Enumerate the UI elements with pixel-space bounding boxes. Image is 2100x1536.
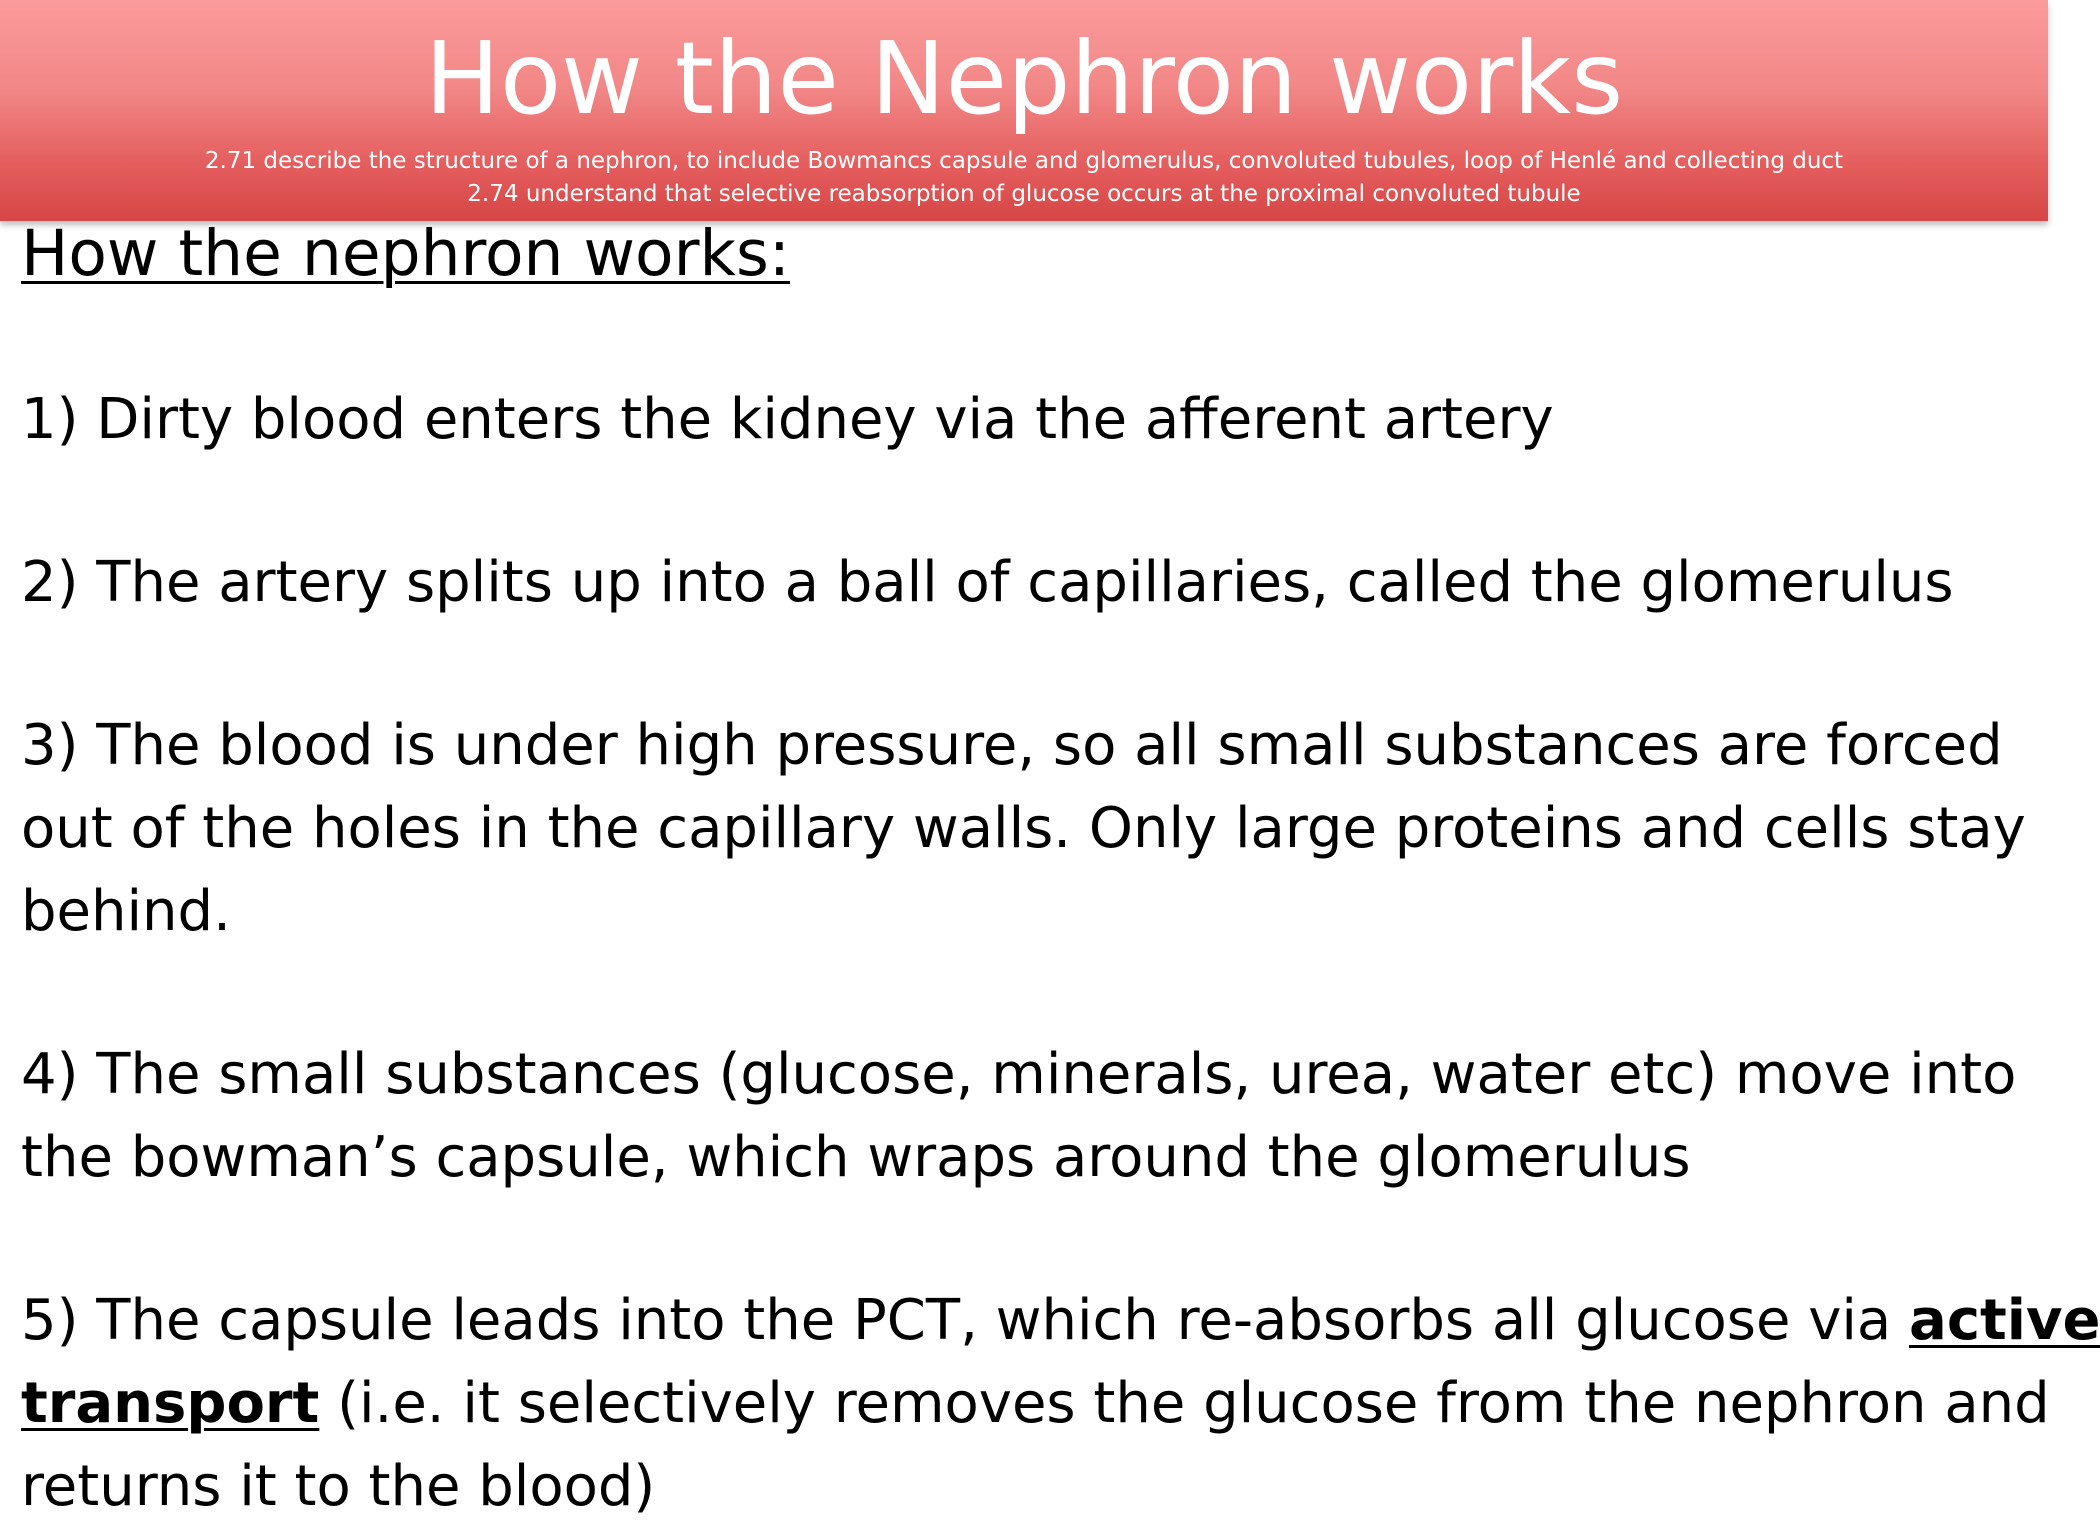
step-4-line-1: 4) The small substances (glucose, minerals, urea, water etc) move into [21,1042,2017,1107]
section-heading: How the nephron works: [21,217,791,290]
title-banner [0,0,2048,221]
step-5-line-2 [21,1362,2050,1445]
slide-title: How the Nephron works [424,20,1624,137]
step-3-line-1: 3) The blood is under high pressure, so all small substances are forced [21,713,2003,778]
step-4 [21,1033,2026,1199]
active-term: active [1909,1288,2100,1353]
step-5-line-3: returns it to the blood) [21,1454,656,1519]
step-5-line-1 [21,1279,2100,1362]
step-5-text-2: (i.e. it selectively removes the glucose from the nephron and [319,1371,2050,1436]
step-5-text-1: 5) The capsule leads into the PCT, which re-absorbs all glucose via [21,1288,1910,1353]
spec-point-2-71: 2.71 describe the structure of a nephron, to include Bowmancs capsule and glomerulus, convoluted tubules, loop of Henlé and collecting duct [204,148,1844,174]
step-3-line-3: behind. [21,879,231,944]
transport-term: transport [21,1371,320,1436]
step-3-line-2: out of the holes in the capillary walls. Only large proteins and cells stay [21,796,2026,861]
slide-body [21,212,2100,1528]
step-5 [21,1279,2100,1528]
step-2: 2) The artery splits up into a ball of capillaries, called the glomerulus [21,550,1954,615]
step-1: 1) Dirty blood enters the kidney via the afferent artery [21,387,1554,452]
step-3 [21,704,2026,953]
step-4-line-2: the bowman’s capsule, which wraps around the glomerulus [21,1125,1691,1190]
spec-point-2-74: 2.74 understand that selective reabsorption of glucose occurs at the proximal convoluted tubule [467,181,1581,207]
